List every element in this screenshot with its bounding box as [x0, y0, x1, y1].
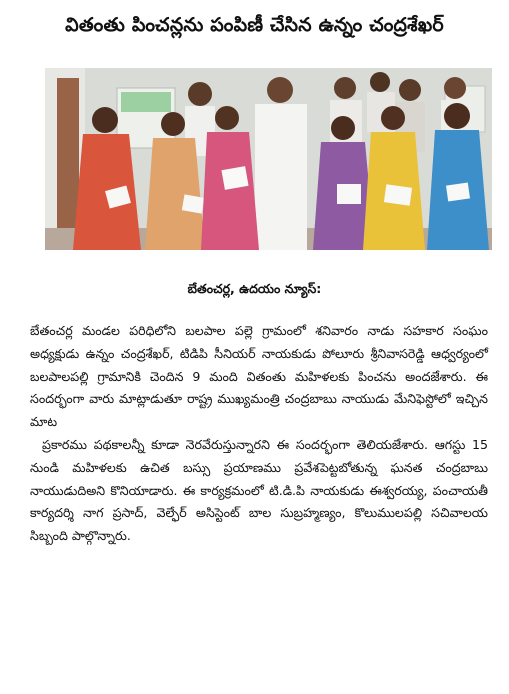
dateline: బేతంచర్ల, ఉదయం న్యూస్: [187, 281, 322, 296]
article-body [30, 320, 488, 548]
article-paragraph: ప్రకారము పథకాలన్నీ కూడా నెరవేరుస్తున్నారని ఈ సందర్భంగా తెలియజేశారు. ఆగస్టు 15 నుండి మహిళలకు ఉచిత బస్సు ప్రయాణము ప్రవేశపెట్టబోతున్న ఘనత చంద్రబాబు నాయుడుదిఅని కొనియాడారు. ఈ కార్యక్రమంలో టి.డి.పి నాయకుడు ఈశ్వరయ్య, పంచాయతీ కార్యదర్శి నాగ ప్రసాద్, వెల్ఫేర్ అసిస్టెంట్ బాల సుబ్రహ్మణ్యం, కొలుములపల్లి సచివాలయ సిబ్బంది పాల్గొన్నారు. [30, 436, 488, 544]
news-photo [45, 68, 492, 250]
article-paragraph: బేతంచర్ల మండల పరిధిలోని బలపాల పల్లె గ్రామంలో శనివారం నాడు సహకార సంఘం అధ్యక్షుడు ఉన్నం చంద్రశేఖర్, టిడిపి సీనియర్ నాయకుడు పోలూరు శ్రీనివాసరెడ్డి ఆధ్వర్యంలో బలపాలపల్లి గ్రామానికి చెందిన 9 మంది వితంతు మహిళలకు పించను అందజేశారు. ఈ సందర్భంగా వారు మాట్లాడుతూ రాష్ట్ర ముఖ్యమంత్రి చంద్రబాబు నాయుడు మేనిఫెస్టోలో ఇచ్చిన మాట [30, 323, 488, 430]
headline: వితంతు పించన్లను పంపిణీ చేసిన ఉన్నం చంద్రశేఖర్ [65, 14, 444, 36]
